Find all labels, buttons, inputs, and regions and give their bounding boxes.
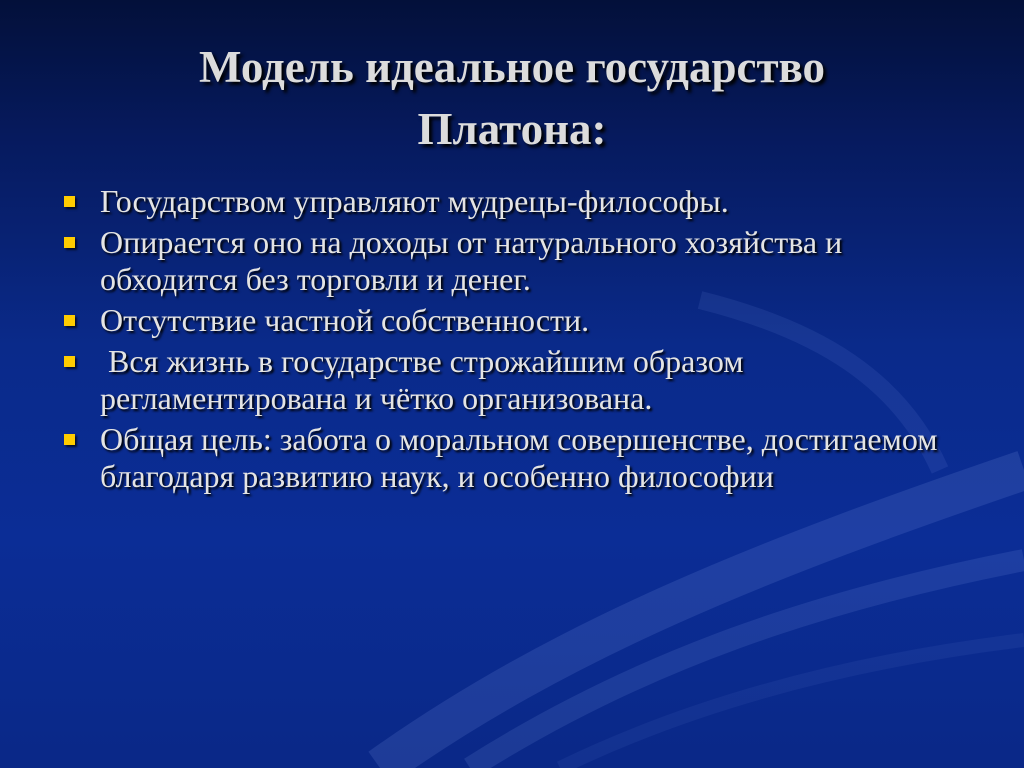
bullet-item — [62, 343, 962, 417]
square-bullet-icon — [64, 356, 75, 367]
square-bullet-icon — [64, 237, 75, 248]
bullet-text: Опирается оно на доходы от натурального хозяйства и обходится без торговли и денег. — [100, 224, 851, 297]
bullet-text: Отсутствие частной собственности. — [100, 302, 590, 338]
bullet-item — [62, 183, 962, 220]
square-bullet-icon — [64, 434, 75, 445]
bullet-text: Государством управляют мудрецы-философы. — [100, 183, 729, 219]
slide-title-line-2: Платона: — [417, 104, 607, 154]
bullet-list — [62, 183, 962, 499]
slide-title-line-1: Модель идеальное государство — [198, 42, 826, 92]
square-bullet-icon — [64, 196, 75, 207]
bullet-text: Вся жизнь в государстве строжайшим образом регламентирована и чётко организована. — [100, 343, 752, 416]
bullet-text: Общая цель: забота о моральном совершенстве, достигаемом благодаря развитию наук, и особенно философии — [100, 421, 946, 494]
bullet-item — [62, 421, 962, 495]
bullet-item — [62, 224, 962, 298]
slide-title — [0, 36, 1024, 160]
square-bullet-icon — [64, 315, 75, 326]
bullet-item — [62, 302, 962, 339]
